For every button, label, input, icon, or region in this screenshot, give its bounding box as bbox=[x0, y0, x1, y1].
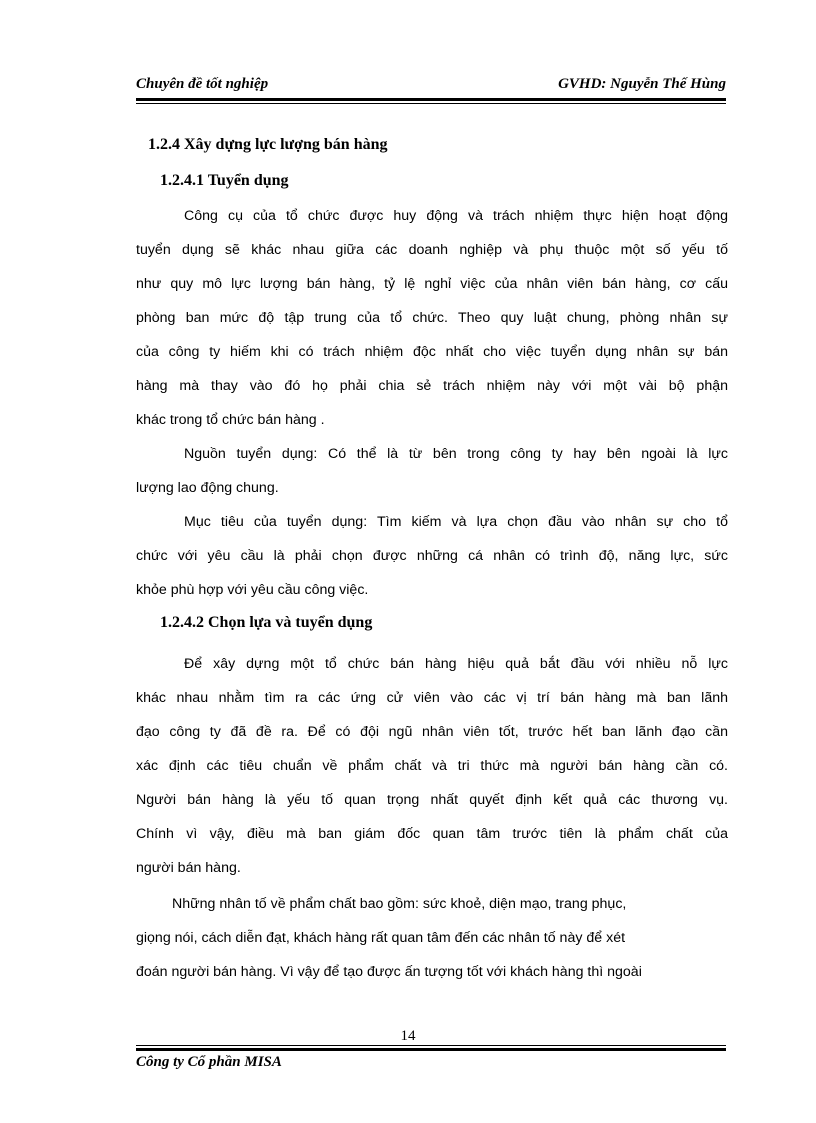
text-line: khác trong tổ chức bán hàng . bbox=[136, 412, 325, 428]
page-header bbox=[136, 74, 726, 98]
text-line: đoán người bán hàng. Vì vậy để tạo được ấn tượng tốt với khách hàng thì ngoài bbox=[136, 964, 642, 980]
header-rule-thick bbox=[136, 98, 726, 101]
text-line: người bán hàng. bbox=[136, 860, 241, 876]
text-line: lượng lao động chung. bbox=[136, 480, 279, 496]
text-line: khác nhau nhằm tìm ra các ứng cử viên vào các vị trí bán hàng mà ban lãnh bbox=[136, 690, 728, 706]
footer-rule-thick bbox=[136, 1048, 726, 1051]
text-line: Để xây dựng một tổ chức bán hàng hiệu quả bắt đầu với nhiều nỗ lực bbox=[184, 656, 728, 672]
text-line: Người bán hàng là yếu tố quan trọng nhất quyết định kết quả các thương vụ. bbox=[136, 792, 728, 808]
section-heading-1-2-4-1: 1.2.4.1 Tuyển dụng bbox=[160, 172, 289, 189]
text-line: Những nhân tố về phẩm chất bao gồm: sức khoẻ, diện mạo, trang phục, bbox=[172, 896, 627, 912]
text-line: của công ty hiếm khi có trách nhiệm độc nhất cho việc tuyển dụng nhân sự bán bbox=[136, 344, 728, 360]
section-heading-1-2-4: 1.2.4 Xây dựng lực lượng bán hàng bbox=[148, 136, 388, 153]
text-line: như quy mô lực lượng bán hàng, tỷ lệ nghỉ việc của nhân viên bán hàng, cơ cấu bbox=[136, 276, 728, 292]
page-number: 14 bbox=[400, 1028, 416, 1044]
text-line: đạo công ty đã đề ra. Để có đội ngũ nhân viên tốt, trước hết ban lãnh đạo cần bbox=[136, 724, 728, 740]
footer-rule-thin bbox=[136, 1045, 726, 1046]
text-line: xác định các tiêu chuẩn về phẩm chất và tri thức mà người bán hàng cần có. bbox=[136, 758, 728, 774]
text-line: hàng mà thay vào đó họ phải chia sẻ trách nhiệm này với một vài bộ phận bbox=[136, 378, 728, 394]
text-line: Công cụ của tổ chức được huy động và trách nhiệm thực hiện hoạt động bbox=[184, 208, 728, 224]
header-title: Chuyên đề tốt nghiệp bbox=[136, 76, 269, 92]
text-line: chức với yêu cầu là phải chọn được những cá nhân có trình độ, năng lực, sức bbox=[136, 548, 728, 564]
page-footer: Công ty Cổ phần MISA bbox=[136, 1054, 282, 1070]
text-line: khỏe phù hợp với yêu cầu công việc. bbox=[136, 582, 369, 598]
text-line: Chính vì vậy, điều mà ban giám đốc quan tâm trước tiên là phẩm chất của bbox=[136, 826, 728, 842]
header-rule-thin bbox=[136, 103, 726, 104]
text-line: tuyển dụng sẽ khác nhau giữa các doanh nghiệp và phụ thuộc một số yếu tố bbox=[136, 242, 728, 258]
header-advisor: GVHD: Nguyễn Thế Hùng bbox=[558, 76, 726, 92]
section-heading-1-2-4-2: 1.2.4.2 Chọn lựa và tuyển dụng bbox=[160, 614, 373, 631]
text-line: Nguồn tuyển dụng: Có thể là từ bên trong công ty hay bên ngoài là lực bbox=[184, 446, 728, 462]
text-line: phòng ban mức độ tập trung của tổ chức. Theo quy luật chung, phòng nhân sự bbox=[136, 310, 728, 326]
text-line: Mục tiêu của tuyển dụng: Tìm kiếm và lựa chọn đầu vào nhân sự cho tổ bbox=[184, 514, 728, 530]
text-line: giọng nói, cách diễn đạt, khách hàng rất quan tâm đến các nhân tố này để xét bbox=[136, 930, 626, 946]
